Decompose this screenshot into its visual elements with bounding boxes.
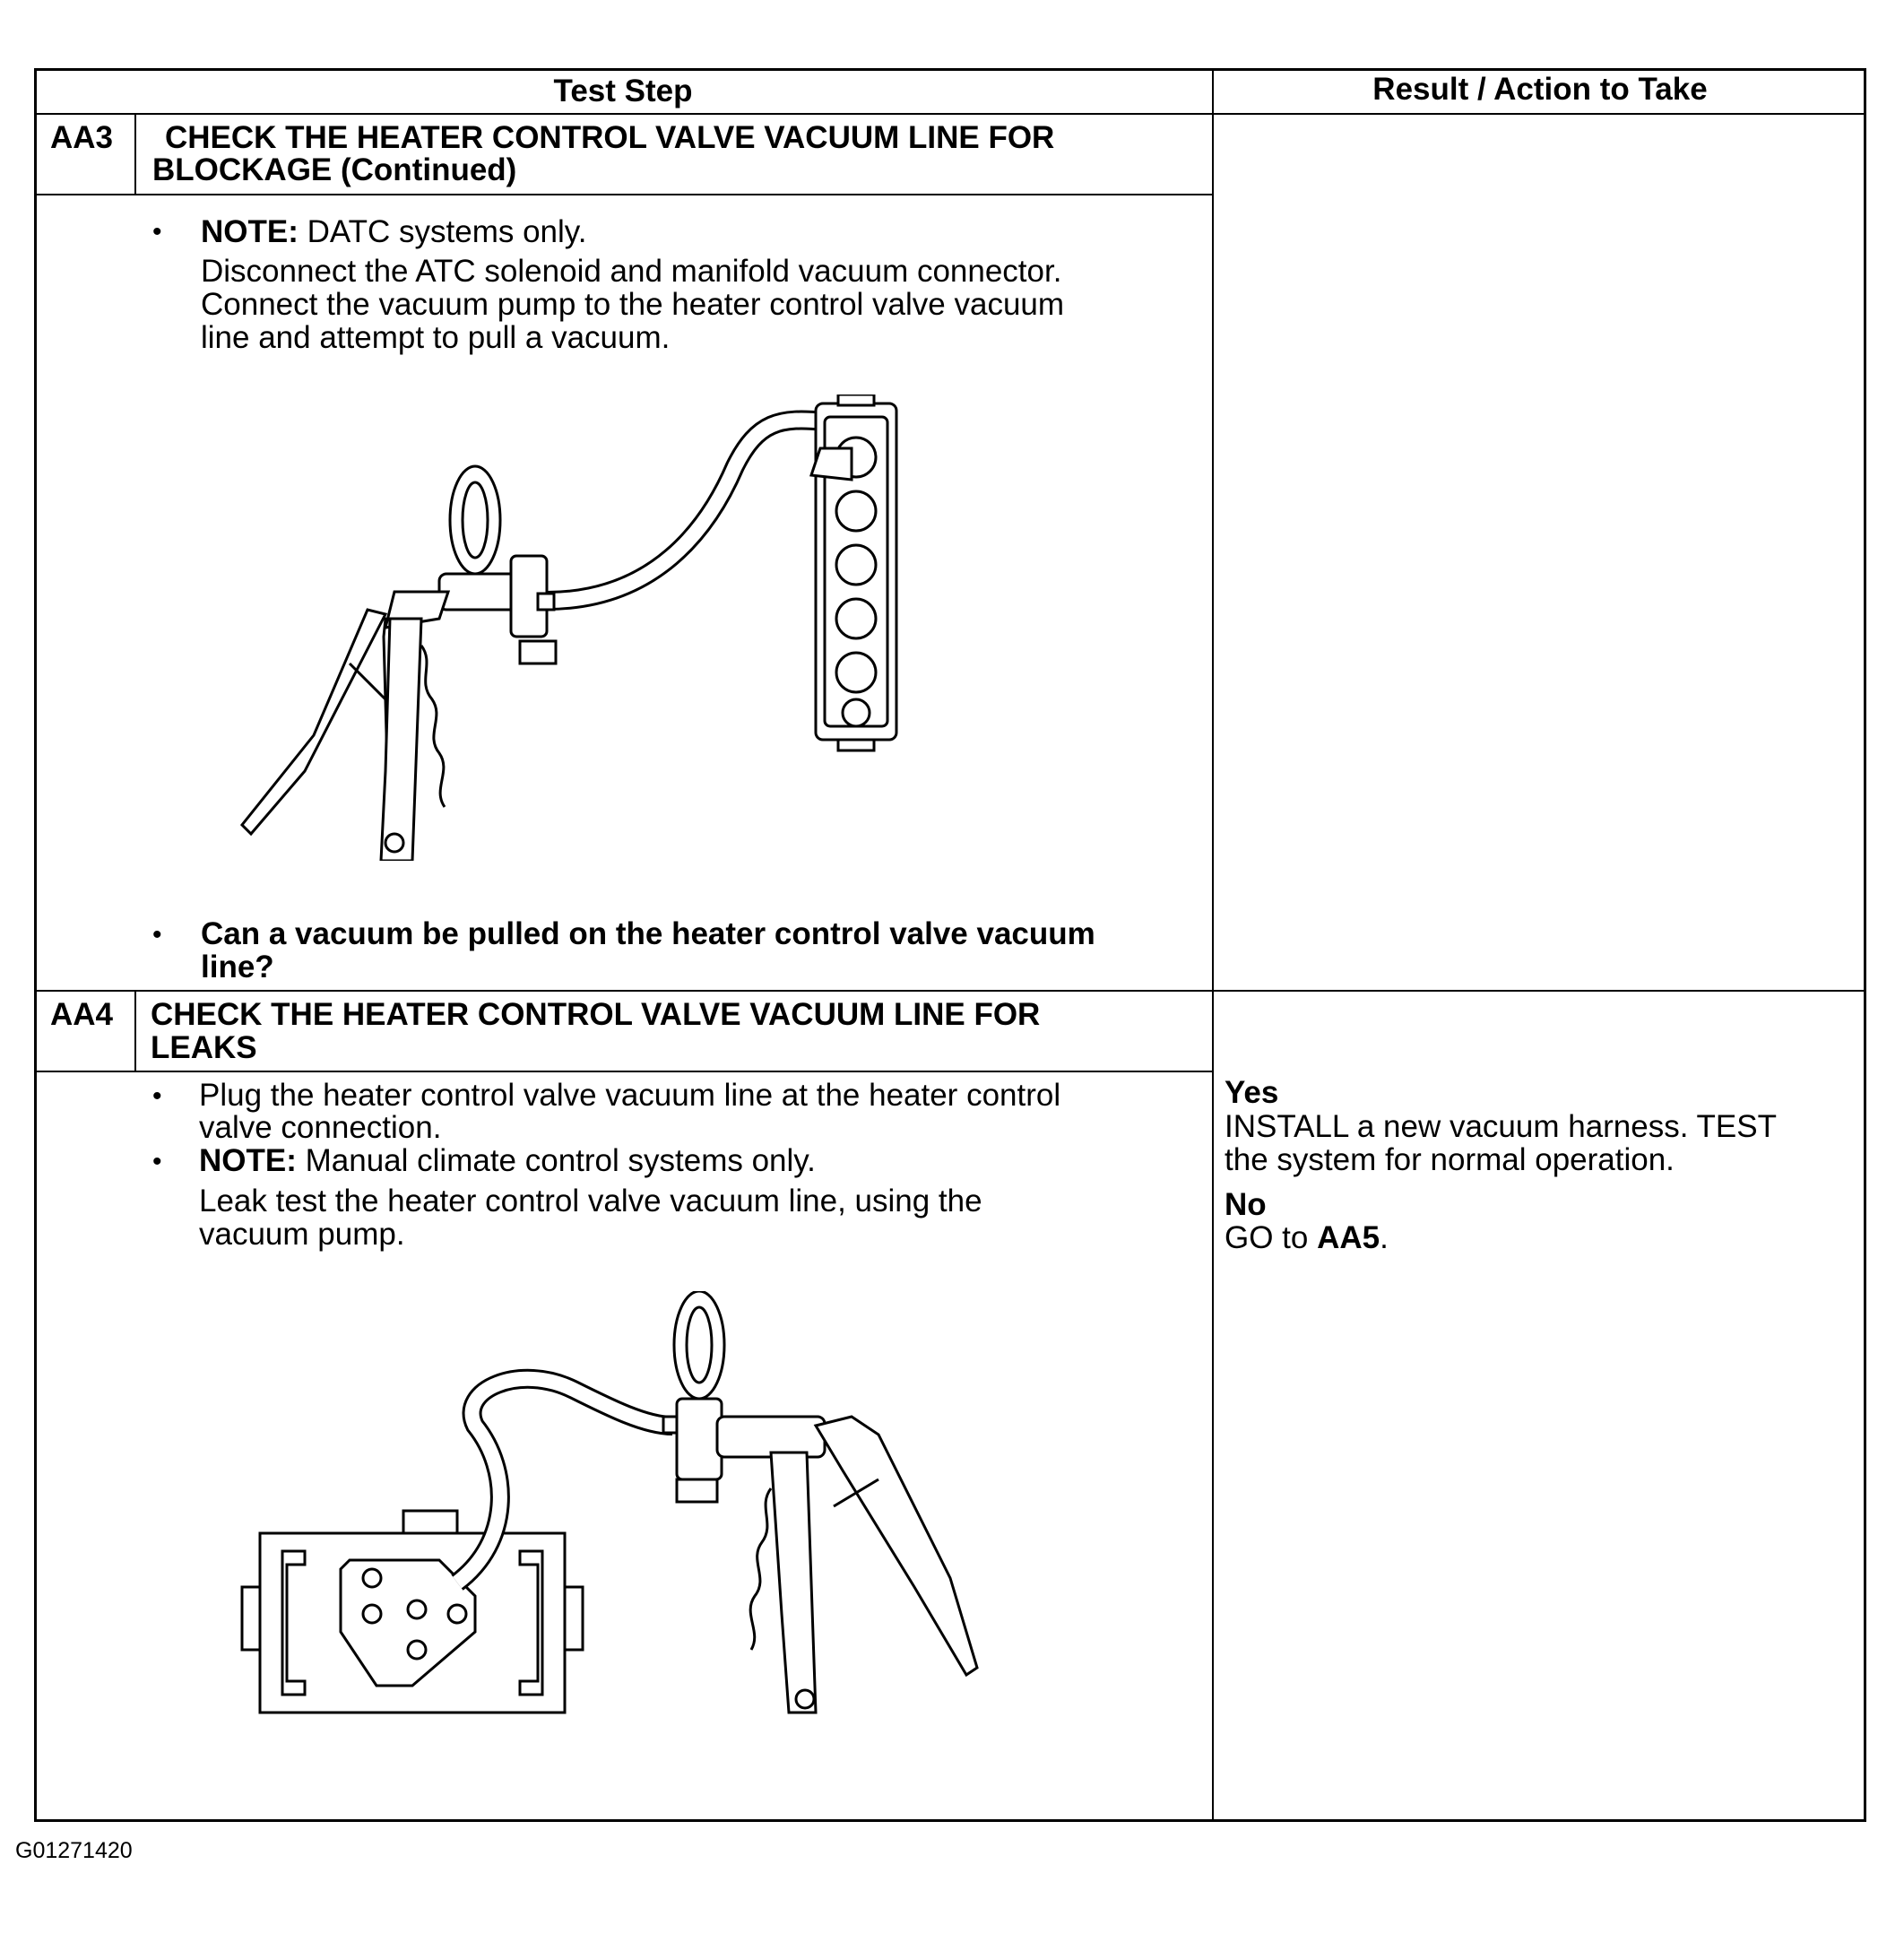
- aa4-instruction-line1: Leak test the heater control valve vacuum line, using the: [199, 1184, 982, 1219]
- result-yes-line1: INSTALL a new vacuum harness. TEST: [1225, 1109, 1778, 1144]
- aa3-question-line2: line?: [201, 950, 274, 984]
- aa3-note-label: NOTE:: [201, 214, 299, 249]
- aa4-note-label: NOTE:: [199, 1143, 297, 1178]
- figure-id: G01271420: [15, 1838, 133, 1863]
- result-no-target: AA5: [1317, 1220, 1380, 1255]
- result-no-suffix: .: [1380, 1220, 1389, 1255]
- header-result-action: Result / Action to Take: [1372, 72, 1708, 107]
- aa3-instruction-line3: line and attempt to pull a vacuum.: [201, 320, 671, 355]
- aa4-id-divider: [134, 990, 136, 1072]
- aa3-instruction-line1: Disconnect the ATC solenoid and manifold vacuum connector.: [201, 254, 1062, 289]
- aa4-plug-line1: Plug the heater control valve vacuum line at the heater control: [199, 1078, 1061, 1113]
- column-divider: [1212, 68, 1214, 1822]
- aa3-note-text: DATC systems only.: [307, 214, 587, 249]
- header-divider: [34, 113, 1866, 115]
- aa4-title-line1: CHECK THE HEATER CONTROL VALVE VACUUM LINE FOR: [151, 997, 1041, 1032]
- aa3-title-line1: CHECK THE HEATER CONTROL VALVE VACUUM LINE FOR: [165, 120, 1055, 155]
- aa3-question-line1: Can a vacuum be pulled on the heater control valve vacuum: [201, 916, 1095, 951]
- aa3-bullet-note: •: [152, 217, 162, 247]
- result-no-prefix: GO to: [1225, 1220, 1309, 1255]
- aa3-title-divider: [34, 194, 1212, 195]
- result-no-action: [1225, 1221, 1389, 1254]
- aa4-instruction-line2: vacuum pump.: [199, 1217, 405, 1252]
- vacuum-pump-to-valve-illustration: [233, 1291, 995, 1722]
- aa4-note-text: Manual climate control systems only.: [305, 1143, 816, 1178]
- aa4-bullet-note: •: [152, 1147, 162, 1176]
- result-yes-label: Yes: [1225, 1075, 1279, 1110]
- aa4-title-line2: LEAKS: [151, 1030, 257, 1065]
- aa3-step-id: AA3: [50, 120, 114, 155]
- aa3-title-line2: BLOCKAGE (Continued): [152, 152, 517, 187]
- aa3-instruction-line2: Connect the vacuum pump to the heater control valve vacuum: [201, 287, 1065, 322]
- aa4-note: [199, 1144, 816, 1177]
- aa3-id-divider: [134, 113, 136, 195]
- aa4-plug-line2: valve connection.: [199, 1110, 442, 1145]
- aa4-step-id: AA4: [50, 997, 114, 1032]
- aa3-bullet-question: •: [152, 920, 162, 950]
- aa4-title-divider: [34, 1071, 1212, 1072]
- aa4-bullet-plug: •: [152, 1081, 162, 1111]
- result-yes-line2: the system for normal operation.: [1225, 1142, 1675, 1177]
- vacuum-pump-to-connector-illustration: [233, 395, 923, 861]
- aa3-aa4-divider: [34, 990, 1866, 992]
- header-test-step: Test Step: [553, 74, 693, 108]
- result-no-label: No: [1225, 1187, 1267, 1222]
- aa3-note: [201, 215, 586, 248]
